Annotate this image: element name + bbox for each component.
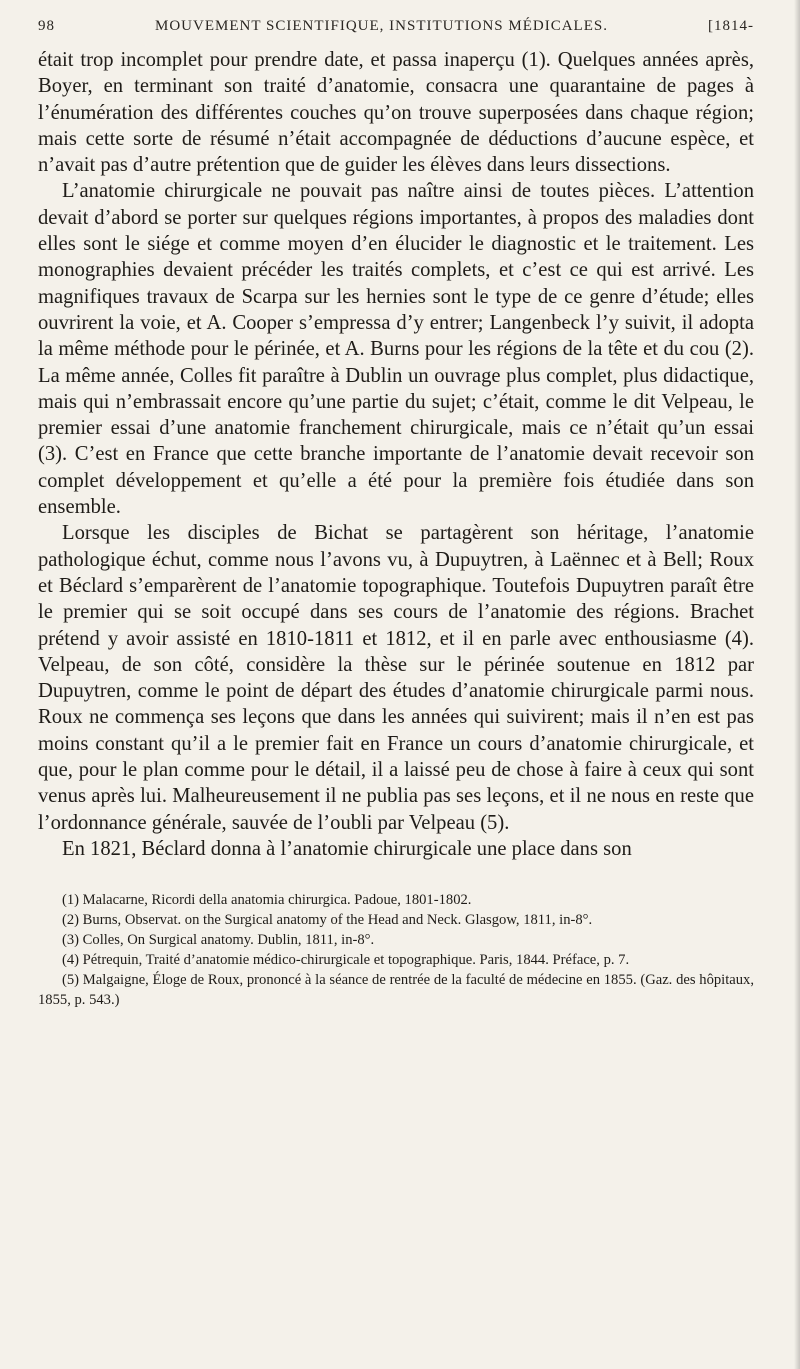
section-marker: [1814- bbox=[708, 18, 754, 34]
book-page bbox=[38, 18, 754, 1010]
paragraph: En 1821, Béclard donna à l’anatomie chirurgicale une place dans son bbox=[62, 837, 632, 860]
footnote-3: (3) Colles, On Surgical anatomy. Dublin, 1811, in-8°. bbox=[62, 932, 375, 949]
page-number: 98 bbox=[38, 18, 55, 34]
footnotes bbox=[38, 890, 754, 1010]
footnote-1: (1) Malacarne, Ricordi della anatomia chirurgica. Padoue, 1801-1802. bbox=[62, 892, 472, 909]
footnote-4: (4) Pétrequin, Traité d’anatomie médico-chirurgicale et topographique. Paris, 1844. Préface, p. 7. bbox=[62, 952, 630, 969]
paragraph: L’anatomie chirurgicale ne pouvait pas naître ainsi de toutes pièces. L’attention devait d’abord se porter sur quelques régions importantes, à propos des maladies dont elles sont le siége et comme moyen d’en élucider le diagnostic et le traitement. Les monographies devaient précéder les traités complets, et c’est ce qui est arrivé. Les magnifiques travaux de Scarpa sur les hernies sont le type de ce genre d’étude; elles ouvrirent la voie, et A. Cooper s’empressa d’y entrer; Langenbeck l’y suivit, il adopta la même méthode pour le périnée, et A. Burns pour les régions de la tête et du cou (2). La même année, Colles fit paraître à Dublin un ouvrage plus complet, plus didactique, mais qui n’embrassait encore qu’une partie du sujet; c’était, comme le dit Velpeau, le premier essai d’une anatomie franchement chirurgicale, mais ce n’était qu’un essai (3). C’est en France que cette branche importante de l’anatomie devait recevoir son complet développement et qu’elle a été pour la première fois étudiée dans son ensemble. bbox=[38, 180, 754, 519]
footnote-2: (2) Burns, Observat. on the Surgical anatomy of the Head and Neck. Glasgow, 1811, in-8°. bbox=[62, 912, 593, 929]
footnote-5: (5) Malgaigne, Éloge de Roux, prononcé à la séance de rentrée de la faculté de médecine en 1855. (Gaz. des hôpitaux, 1855, p. 543.) bbox=[38, 972, 754, 1009]
paragraph: Lorsque les disciples de Bichat se partagèrent son héritage, l’anatomie pathologique échut, comme nous l’avons vu, à Dupuytren, à Laënnec et à Bell; Roux et Béclard s’emparèrent de l’anatomie topographique. Toutefois Dupuytren paraît être le premier qui se soit occupé dans ses cours de l’anatomie des régions. Brachet prétend y avoir assisté en 1810-1811 et 1812, et il en parle avec enthousiasme (4). Velpeau, de son côté, considère la thèse sur le périnée soutenue en 1812 par Dupuytren, comme le point de départ des études d’anatomie chirurgicale parmi nous. Roux ne commença ses leçons que dans les années qui suivirent; mais il n’en est pas moins constant qu’il a le premier fait en France un cours d’anatomie chirurgicale, et que, pour le plan comme pour le détail, il a laissé peu de chose à faire à ceux qui sont venus après lui. Malheureusement il ne publia pas ses leçons, et il ne nous en reste que l’ordonnance générale, sauvée de l’oubli par Velpeau (5). bbox=[38, 522, 754, 834]
page-edge-shadow bbox=[794, 0, 800, 1369]
running-head bbox=[38, 18, 754, 35]
body-text bbox=[38, 47, 754, 862]
paragraph-continued: était trop incomplet pour prendre date, et passa inaperçu (1). Quelques années après, Boyer, en terminant son traité d’anatomie, consacra une quarantaine de pages à l’énumération des différentes couches qu’on trouve superposées dans chaque région; mais cette sorte de résumé n’était accompagnée de déductions d’aucune espèce, et n’avait pas d’autre prétention que de guider les élèves dans leurs dissections. bbox=[38, 49, 754, 177]
running-title: MOUVEMENT SCIENTIFIQUE, INSTITUTIONS MÉDICALES. bbox=[155, 18, 608, 34]
